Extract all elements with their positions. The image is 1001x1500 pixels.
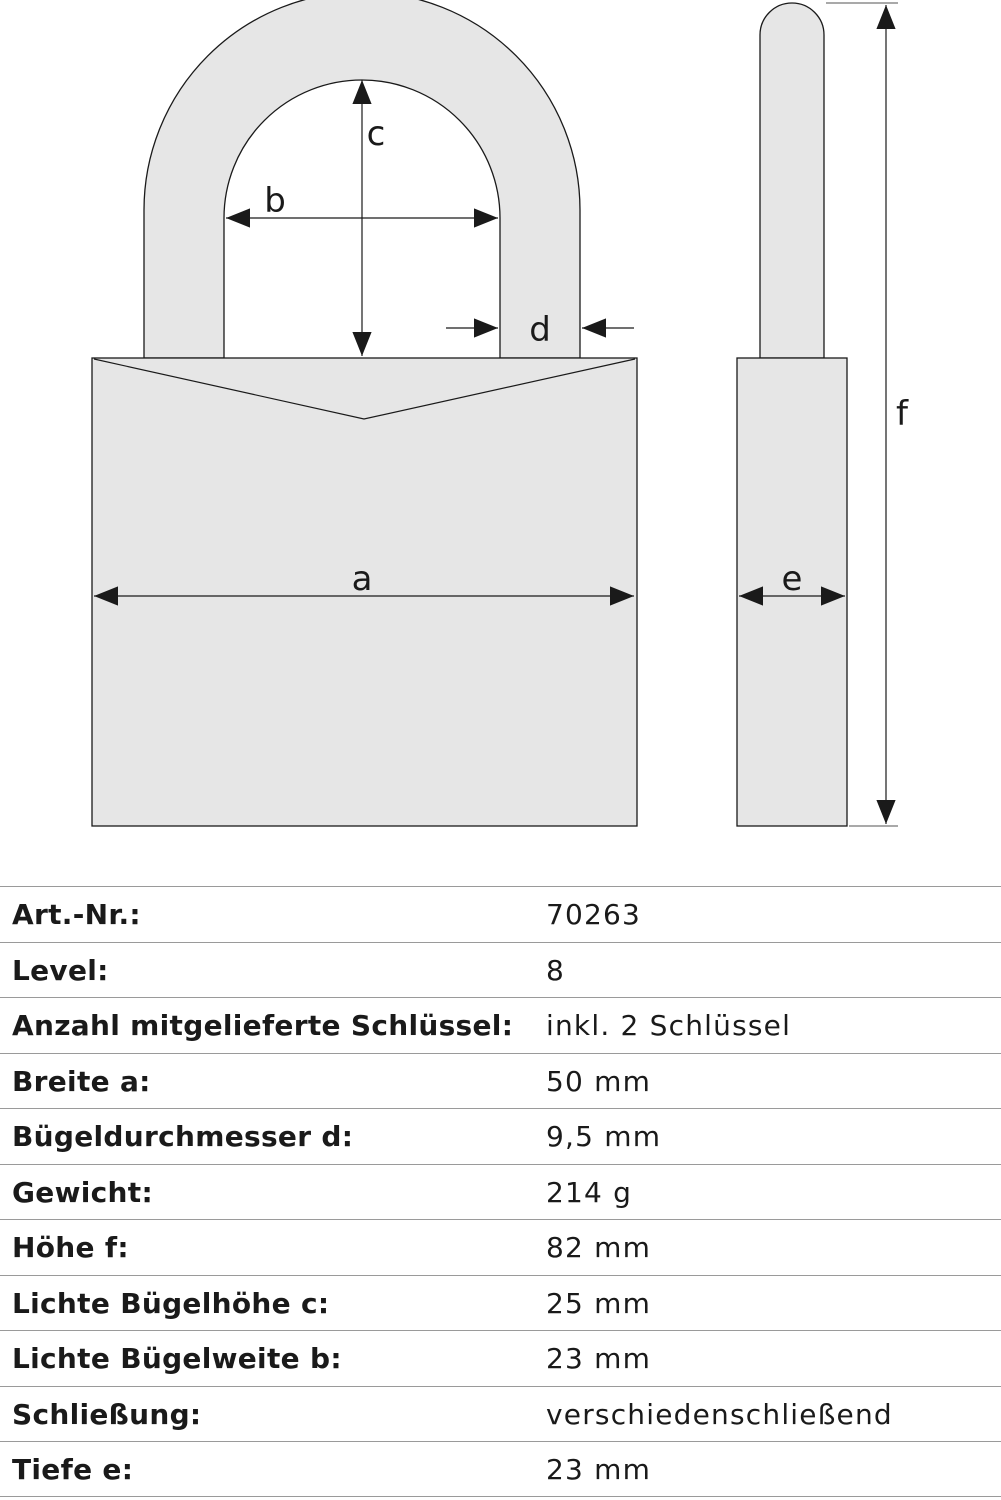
spec-label: Tiefe e:: [12, 1453, 134, 1486]
table-row: [0, 1386, 1001, 1442]
spec-value: 23 mm: [546, 1453, 652, 1486]
dimension-label-b: b: [264, 181, 286, 221]
table-row: [0, 1108, 1001, 1164]
spec-value: 82 mm: [546, 1231, 652, 1264]
spec-label: Bügeldurchmesser d:: [12, 1120, 354, 1153]
spec-label: Breite a:: [12, 1064, 151, 1098]
spec-value: verschiedenschließend: [546, 1397, 893, 1431]
spec-label: Level:: [12, 953, 109, 987]
table-row: [0, 1219, 1001, 1275]
dimension-label-e: e: [781, 559, 803, 599]
spec-label: Lichte Bügelweite b:: [12, 1342, 342, 1375]
spec-value: inkl. 2 Schlüssel: [546, 1009, 792, 1042]
spec-label: Schließung:: [12, 1397, 202, 1431]
spec-value: 70263: [546, 898, 642, 931]
spec-value: 9,5 mm: [546, 1120, 662, 1153]
table-row: [0, 997, 1001, 1053]
table-row: [0, 1330, 1001, 1386]
dimension-label-a: a: [351, 559, 373, 599]
spec-table: [0, 886, 1001, 1497]
table-row: [0, 1164, 1001, 1220]
spec-value: 25 mm: [546, 1286, 652, 1320]
spec-value: 23 mm: [546, 1342, 652, 1375]
spec-label: Höhe f:: [12, 1231, 129, 1264]
table-row: [0, 886, 1001, 942]
spec-label: Lichte Bügelhöhe c:: [12, 1286, 330, 1320]
dimension-label-f: f: [896, 394, 908, 434]
dimension-label-d: d: [529, 310, 551, 350]
spec-label: Anzahl mitgelieferte Schlüssel:: [12, 1009, 514, 1042]
dimension-label-c: c: [366, 114, 386, 154]
spec-value: 214 g: [546, 1175, 633, 1209]
spec-value: 50 mm: [546, 1064, 652, 1098]
spec-value: 8: [546, 953, 566, 987]
table-row: [0, 1053, 1001, 1109]
spec-label: Gewicht:: [12, 1175, 153, 1209]
spec-label: Art.-Nr.:: [12, 898, 141, 931]
table-row: [0, 942, 1001, 998]
table-row: [0, 1275, 1001, 1331]
shackle-side: [760, 3, 824, 358]
table-row: [0, 1441, 1001, 1497]
